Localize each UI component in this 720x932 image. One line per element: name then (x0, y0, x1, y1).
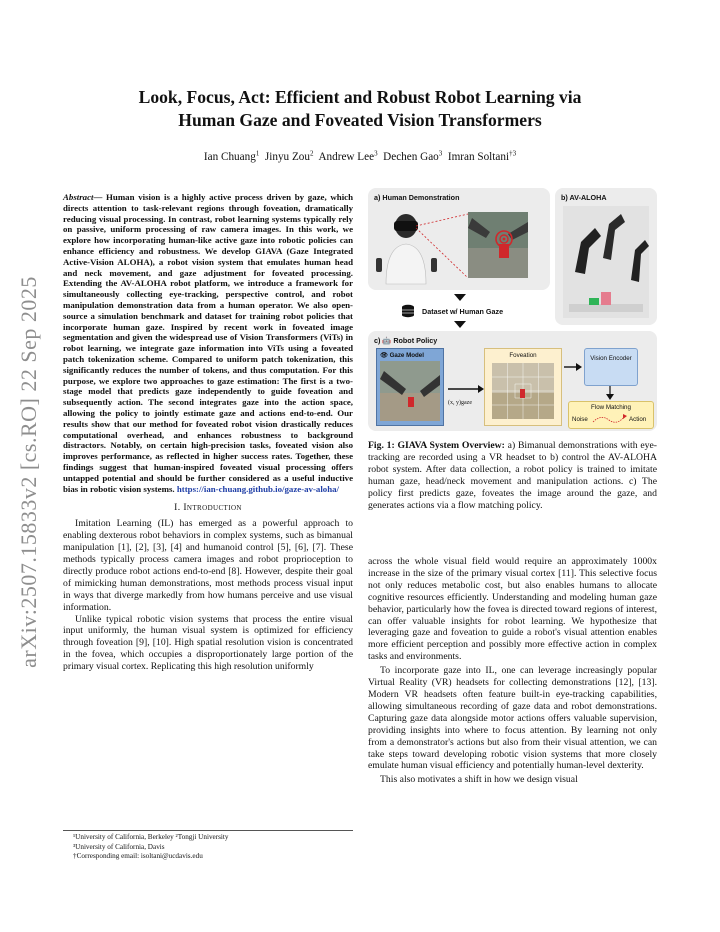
title-line-2: Human Gaze and Foveated Vision Transformers (178, 110, 542, 130)
right-column (368, 556, 657, 786)
foveated-image (492, 363, 554, 419)
title-line-1: Look, Focus, Act: Efficient and Robust Robot Learning via (138, 87, 582, 107)
abstract-lead: Abstract (63, 192, 94, 202)
arrow-to-flow-matching (603, 385, 617, 401)
flow-curve-icon (591, 412, 627, 426)
flow-matching-box (568, 401, 654, 429)
footnote-affiliation-1: ¹University of California, Berkeley ²Tongji University (73, 833, 229, 841)
database-icon (402, 305, 414, 317)
abstract (63, 192, 353, 494)
author: Andrew Lee$^3$ (318, 149, 378, 163)
noise-label: Noise (572, 416, 588, 423)
gaze-model-label: 👁 Gaze Model (380, 352, 424, 359)
arrow-down-1 (454, 294, 466, 301)
gaze-model-box (376, 348, 444, 426)
arrow-to-foveation (446, 379, 486, 399)
section-title-introduction: I. Introduction (174, 502, 242, 514)
vision-encoder-label: Vision Encoder (590, 355, 632, 362)
author: Dechen Gao$^3$ (383, 149, 443, 163)
intro-paragraph-1: Imitation Learning (IL) has emerged as a powerful approach to enabling dexterous robot behaviors in complex systems, such as bimanual manipulation [1], [2], [3], [4] and humanoid control [5], [6], [7]. These methods typically process camera images and robot proprioception to directly produce robot actions end-to-end [8]. However, despite their goal of mimicking human demonstrations, most methods process visual input in ways that diverge markedly from how humans perceive and use visual information. (63, 518, 353, 613)
right-paragraph-1: across the whole visual field would require an approximately 1000x increase in the size of the primary visual cortex [11]. This selective focus not only reduces metabolic cost, but also enables humans to allocate cognitive resources efficiently. Understanding and modeling human gaze behavior, particularly how the fovea is directed toward regions of interest, can offer valuable insights for robot learning. We hypothesize that leveraging gaze and foveation to guide a robot's visual attention enables more efficient perception and possibly more effective action in complex tasks and environments. (368, 556, 657, 663)
panel-b-label: b) AV-ALOHA (561, 193, 607, 202)
vision-encoder-box (584, 348, 638, 386)
arxiv-stamp (14, 262, 44, 682)
foveation-label: Foveation (509, 352, 537, 359)
action-label: Action (629, 416, 647, 423)
dataset-label: Dataset w/ Human Gaze (422, 307, 504, 316)
gaze-model-image (380, 361, 440, 421)
right-paragraph-3: This also motivates a shift in how we design visual (380, 774, 578, 786)
arxiv-stamp-text: arXiv:2507.15833v2 [cs.RO] 22 Sep 2025 (16, 276, 41, 668)
caption-text: a) Bimanual demonstrations with eye-tracking are recorded using a VR headset to b) control the AV-ALOHA robot system. After data collection, a robot policy is trained to imitate human gaze, head/neck movement and manipulation actions. c) The policy first predicts gaze, foveates the image around the gaze, and generates actions via a flow matching policy. (368, 440, 657, 511)
author: Ian Chuang$^1$ (203, 149, 260, 163)
panel-c-label: c) 🤖 Robot Policy (374, 336, 438, 345)
right-paragraph-2: To incorporate gaze into IL, one can leverage increasingly popular Virtual Reality (VR) headsets for collecting demonstrations [12], [13]. Modern VR headsets often feature built-in eye-tracking capabilities, allowing simultaneous recording of gaze data and robot demonstrations. Capturing gaze data alongside motor actions offers valuable supervision, providing insights into where to focus attention. By learning not only from a demonstrator's actions but also from their visual attention, we can take steps toward developing robotic vision systems that more closely emulate human visual efficiency and potentially human-level dexterity. (368, 665, 657, 772)
figure-1 (368, 188, 657, 433)
left-column (63, 192, 353, 673)
author: Imran Soltani$^{\dagger 3}$ (447, 149, 517, 163)
arrow-down-2 (454, 321, 466, 328)
foveation-box (484, 348, 562, 426)
author-list (60, 149, 660, 163)
flow-matching-label: Flow Matching (591, 404, 631, 411)
footnotes (63, 830, 353, 862)
panel-a-label: a) Human Demonstration (374, 193, 460, 202)
arrow-to-encoder (562, 357, 584, 377)
intro-paragraph-2: Unlike typical robotic vision systems that process the entire visual input uniformly, the human visual system is optimized for efficiency through foveation [9], [10]. High spatial resolution vision is concentrated in the fovea, which occupies a disproportionately large portion of the primary visual cortex. Replicating this high resolution uniformly (63, 613, 353, 673)
paper-title (60, 86, 660, 132)
caption-lead: Fig. 1: GIAVA System Overview: (368, 440, 505, 451)
figure-1-caption (368, 440, 657, 511)
footnote-email: †Corresponding email: isoltani@ucdavis.edu (73, 852, 203, 861)
abstract-text: — Human vision is a highly active process driven by gaze, which directs attention to task-relevant regions through foveation, dramatically reducing visual processing. In contrast, robot learning systems typically rely on passive, uniform processing of raw camera images. In this work, we explore how incorporating human-like active gaze into robotic policies can enhance efficiency and robustness. We develop GIAVA (Gaze Integrated Active-Vision ALOHA), a robot vision system that emulates human head and neck movement, and gaze adjustment for foveated processing. Extending the AV-ALOHA robot platform, we introduce a framework for simultaneously collecting eye-tracking, perspective control, and robot manipulation demonstration data from a human operator. We also open-source a simulation benchmark and dataset for training robot policies that incorporate human gaze. Inspired by recent work in foveated image segmentation and given the widespread use of Vision Transformers (ViTs) in robot learning, we integrate gaze information into ViTs using a foveated patch tokenization scheme. Compared to uniform patch tokenization, this significantly reduces the number of tokens, and thus computation. For this purpose, we explore two approaches to gaze estimation: The first is a two-stage model that predicts gaze independently to guide foveation and subsequently action. The second integrates gaze into the action space, allowing the policy to jointly estimate gaze and actions end-to-end. Our results show that our method for foveated robot vision drastically reduces computational overhead, and enhances robustness to background distractors. Notably, on certain high-precision tasks, foveated vision also improves performance, as reflected in higher success rates. Together, these findings suggest that human-inspired foveated visual processing offers untapped potential and should be further considered as a useful inductive bias in robotic vision systems. (63, 192, 353, 494)
panel-robot-policy (368, 331, 657, 431)
author: Jinyu Zou$^2$ (264, 149, 314, 163)
project-link[interactable]: https://ian-chuang.github.io/gaze-av-aloha/ (176, 483, 340, 494)
footnote-affiliation-2: ³University of California, Davis (73, 842, 165, 851)
gaze-coordinate-label: (x, y)gaze (448, 400, 472, 406)
